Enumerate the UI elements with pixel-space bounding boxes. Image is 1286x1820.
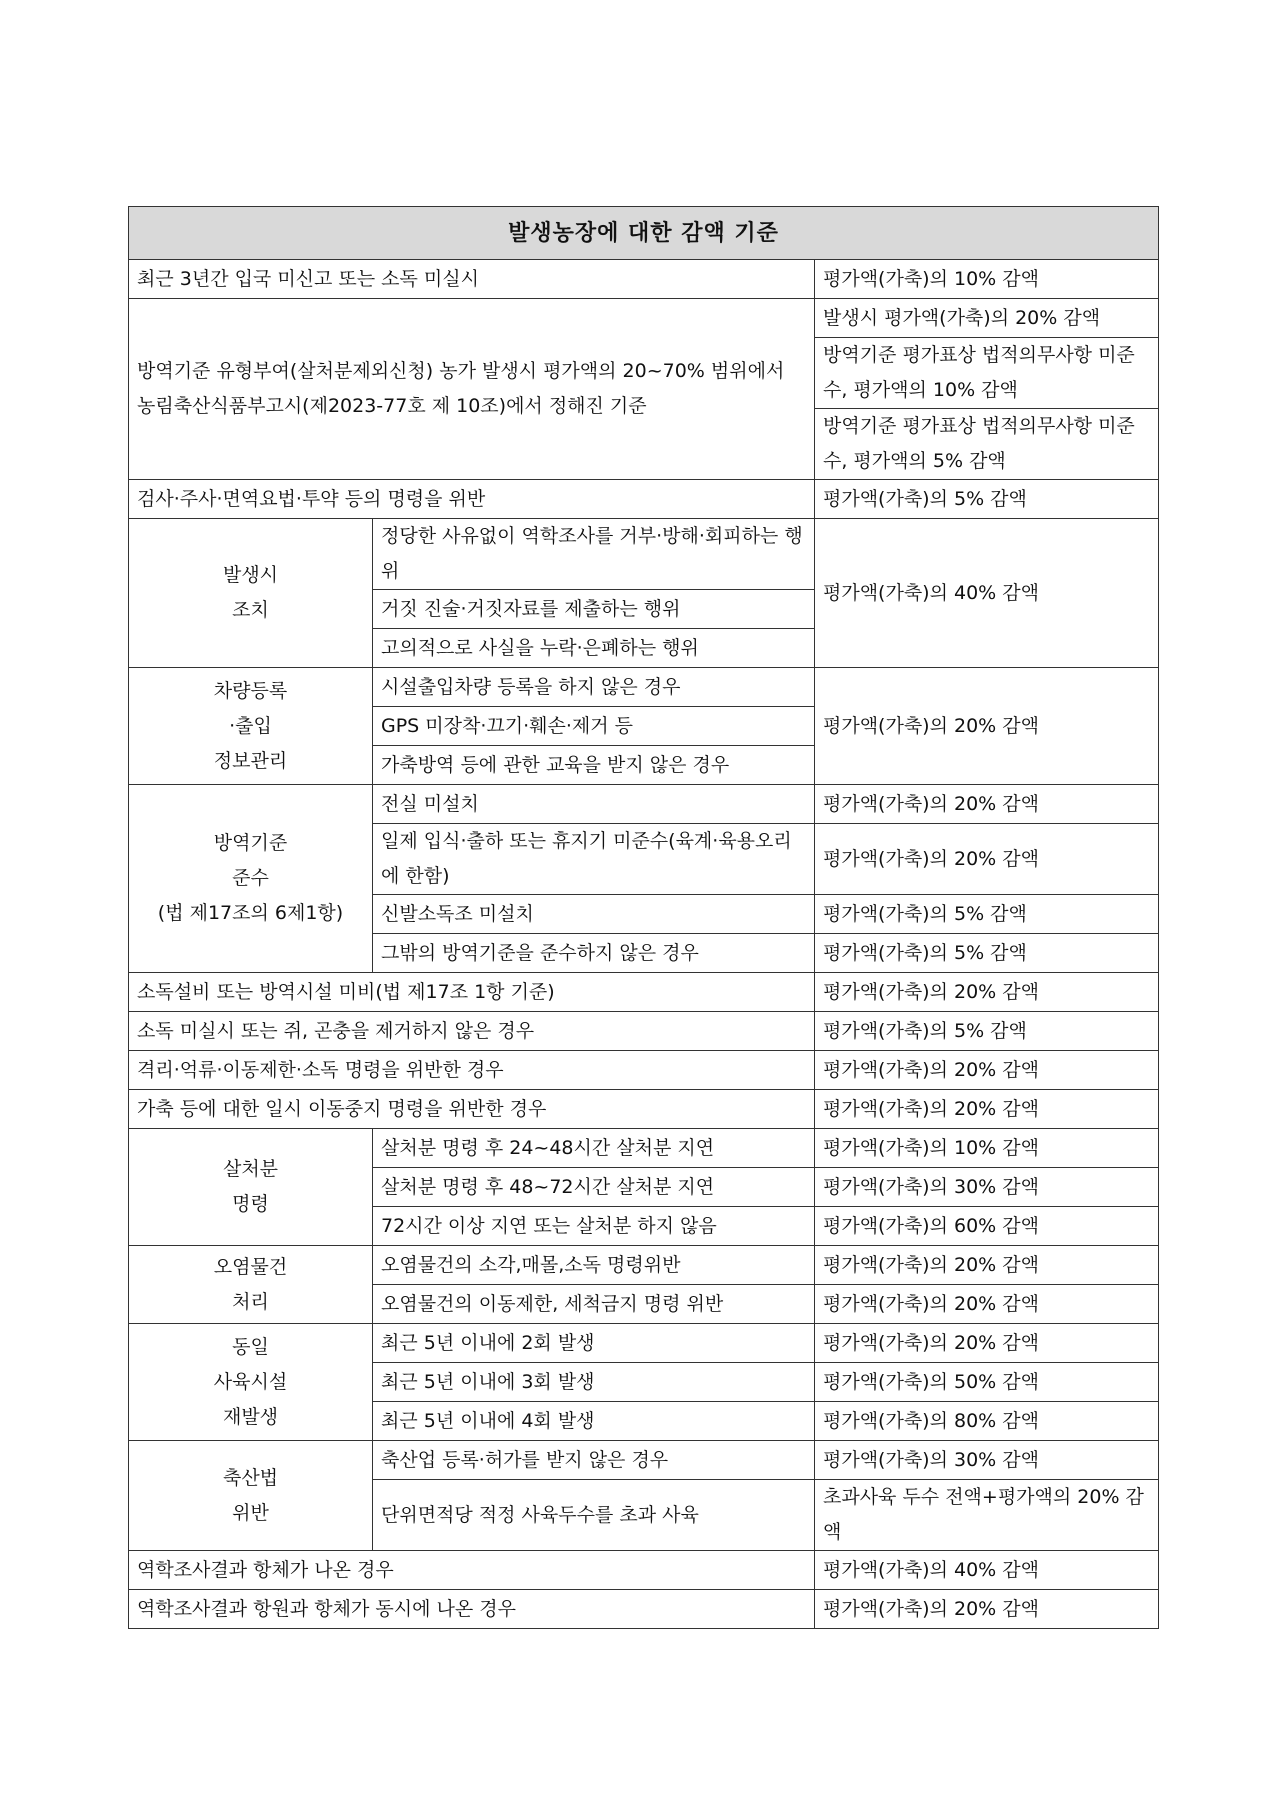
reduction-cell: 평가액(가축)의 30% 감액 [815, 1441, 1159, 1480]
item-cell: 신발소독조 미설치 [373, 895, 815, 934]
item-cell: 축산업 등록·허가를 받지 않은 경우 [373, 1441, 815, 1480]
reduction-cell: 평가액(가축)의 5% 감액 [815, 1012, 1159, 1051]
condition-cell: 검사·주사·면역요법·투약 등의 명령을 위반 [129, 480, 815, 519]
category-cell: 오염물건 처리 [129, 1246, 373, 1324]
item-cell: 살처분 명령 후 24~48시간 살처분 지연 [373, 1129, 815, 1168]
item-cell: 최근 5년 이내에 2회 발생 [373, 1324, 815, 1363]
item-cell: 시설출입차량 등록을 하지 않은 경우 [373, 668, 815, 707]
category-cell: 축산법 위반 [129, 1441, 373, 1551]
table-title: 발생농장에 대한 감액 기준 [129, 207, 1159, 260]
item-cell: 살처분 명령 후 48~72시간 살처분 지연 [373, 1168, 815, 1207]
condition-cell: 격리·억류·이동제한·소독 명령을 위반한 경우 [129, 1051, 815, 1090]
reduction-cell: 평가액(가축)의 20% 감액 [815, 785, 1159, 824]
item-cell: 거짓 진술·거짓자료를 제출하는 행위 [373, 590, 815, 629]
item-cell: 가축방역 등에 관한 교육을 받지 않은 경우 [373, 746, 815, 785]
item-cell: 오염물건의 이동제한, 세척금지 명령 위반 [373, 1285, 815, 1324]
category-cell: 동일 사육시설 재발생 [129, 1324, 373, 1441]
reduction-cell: 평가액(가축)의 5% 감액 [815, 934, 1159, 973]
reduction-cell: 평가액(가축)의 20% 감액 [815, 1246, 1159, 1285]
reduction-cell: 평가액(가축)의 20% 감액 [815, 973, 1159, 1012]
reduction-cell: 평가액(가축)의 20% 감액 [815, 668, 1159, 785]
reduction-cell: 평가액(가축)의 40% 감액 [815, 1551, 1159, 1590]
category-cell: 발생시 조치 [129, 519, 373, 668]
reduction-cell: 방역기준 평가표상 법적의무사항 미준수, 평가액의 10% 감액 [815, 338, 1159, 409]
reduction-cell: 평가액(가축)의 10% 감액 [815, 1129, 1159, 1168]
condition-cell: 소독 미실시 또는 쥐, 곤충을 제거하지 않은 경우 [129, 1012, 815, 1051]
item-cell: 최근 5년 이내에 4회 발생 [373, 1402, 815, 1441]
reduction-cell: 발생시 평가액(가축)의 20% 감액 [815, 299, 1159, 338]
reduction-cell: 초과사육 두수 전액+평가액의 20% 감액 [815, 1480, 1159, 1551]
reduction-criteria-table [128, 206, 1159, 1629]
reduction-cell: 평가액(가축)의 5% 감액 [815, 480, 1159, 519]
condition-cell: 소독설비 또는 방역시설 미비(법 제17조 1항 기준) [129, 973, 815, 1012]
item-cell: 최근 5년 이내에 3회 발생 [373, 1363, 815, 1402]
reduction-cell: 평가액(가축)의 20% 감액 [815, 1051, 1159, 1090]
item-cell: 일제 입식·출하 또는 휴지기 미준수(육계·육용오리에 한함) [373, 824, 815, 895]
reduction-cell: 방역기준 평가표상 법적의무사항 미준수, 평가액의 5% 감액 [815, 409, 1159, 480]
item-cell: 단위면적당 적정 사육두수를 초과 사육 [373, 1480, 815, 1551]
reduction-cell: 평가액(가축)의 20% 감액 [815, 1285, 1159, 1324]
item-cell: 72시간 이상 지연 또는 살처분 하지 않음 [373, 1207, 815, 1246]
reduction-cell: 평가액(가축)의 30% 감액 [815, 1168, 1159, 1207]
condition-cell: 역학조사결과 항원과 항체가 동시에 나온 경우 [129, 1590, 815, 1629]
item-cell: 정당한 사유없이 역학조사를 거부·방해·회피하는 행위 [373, 519, 815, 590]
condition-cell: 방역기준 유형부여(살처분제외신청) 농가 발생시 평가액의 20~70% 범위에서 농림축산식품부고시(제2023-77호 제 10조)에서 정해진 기준 [129, 299, 815, 480]
reduction-cell: 평가액(가축)의 80% 감액 [815, 1402, 1159, 1441]
reduction-cell: 평가액(가축)의 40% 감액 [815, 519, 1159, 668]
category-cell: 살처분 명령 [129, 1129, 373, 1246]
condition-cell: 최근 3년간 입국 미신고 또는 소독 미실시 [129, 260, 815, 299]
item-cell: 전실 미설치 [373, 785, 815, 824]
reduction-cell: 평가액(가축)의 20% 감액 [815, 824, 1159, 895]
condition-cell: 역학조사결과 항체가 나온 경우 [129, 1551, 815, 1590]
reduction-cell: 평가액(가축)의 10% 감액 [815, 260, 1159, 299]
category-cell: 차량등록 ·출입 정보관리 [129, 668, 373, 785]
reduction-cell: 평가액(가축)의 20% 감액 [815, 1090, 1159, 1129]
reduction-cell: 평가액(가축)의 60% 감액 [815, 1207, 1159, 1246]
condition-cell: 가축 등에 대한 일시 이동중지 명령을 위반한 경우 [129, 1090, 815, 1129]
reduction-cell: 평가액(가축)의 5% 감액 [815, 895, 1159, 934]
reduction-cell: 평가액(가축)의 50% 감액 [815, 1363, 1159, 1402]
reduction-cell: 평가액(가축)의 20% 감액 [815, 1324, 1159, 1363]
item-cell: GPS 미장착·끄기·훼손·제거 등 [373, 707, 815, 746]
item-cell: 고의적으로 사실을 누락·은폐하는 행위 [373, 629, 815, 668]
item-cell: 그밖의 방역기준을 준수하지 않은 경우 [373, 934, 815, 973]
item-cell: 오염물건의 소각,매몰,소독 명령위반 [373, 1246, 815, 1285]
reduction-cell: 평가액(가축)의 20% 감액 [815, 1590, 1159, 1629]
category-cell: 방역기준 준수 (법 제17조의 6제1항) [129, 785, 373, 973]
